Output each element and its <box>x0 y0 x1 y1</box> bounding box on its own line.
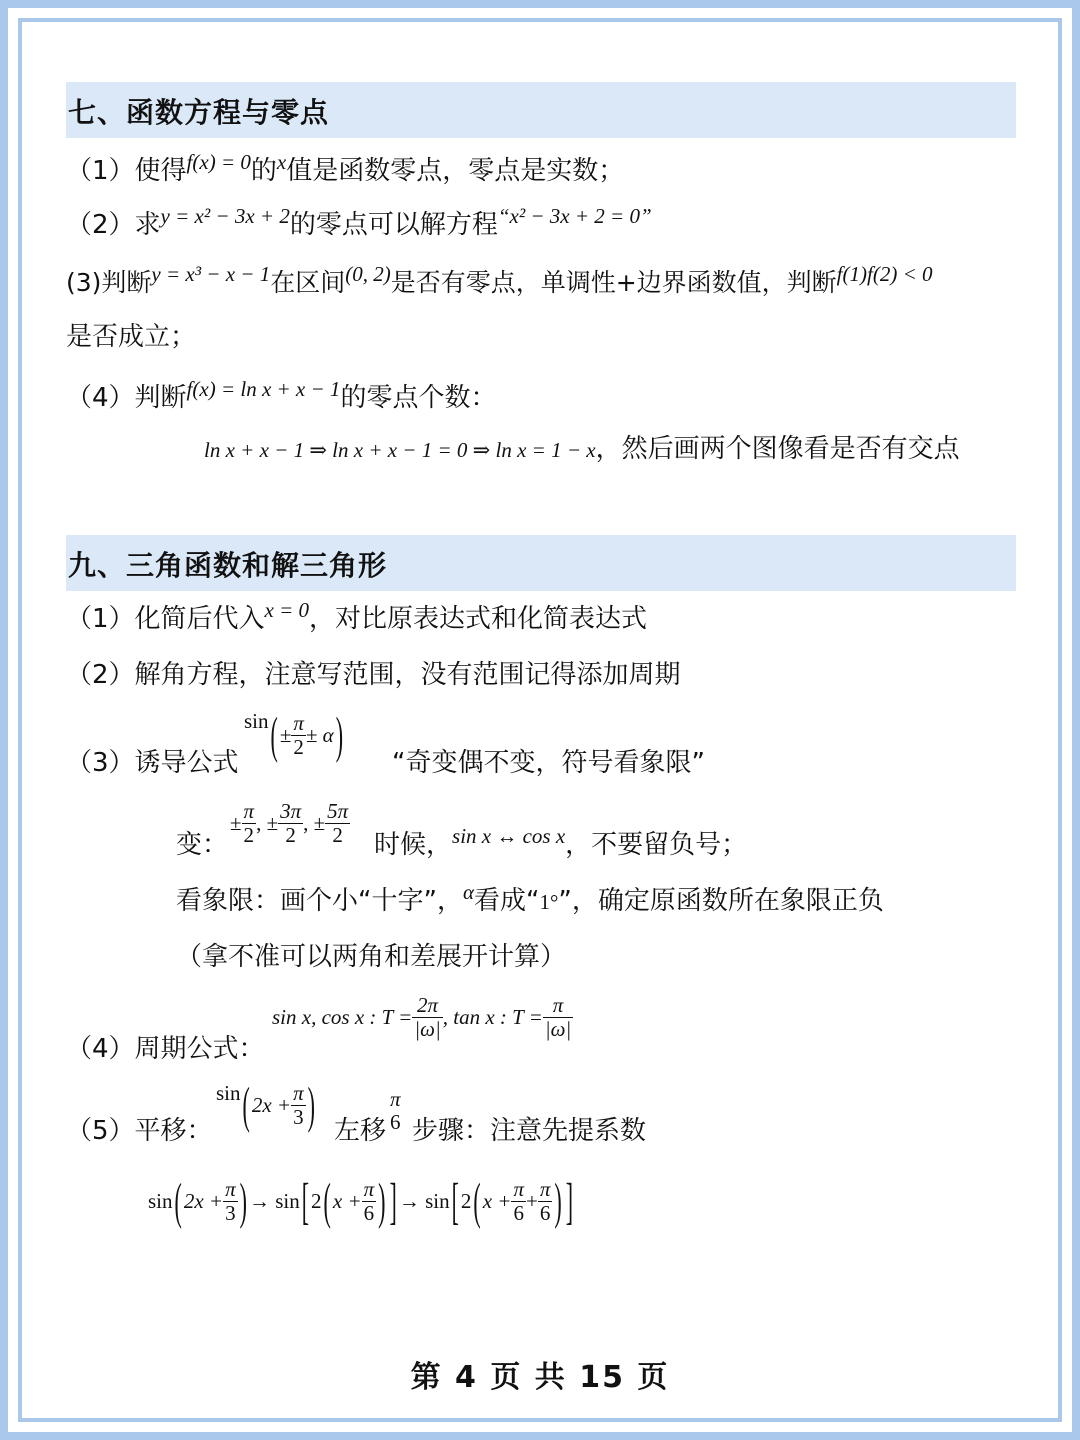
formula: y = x² − 3x + 2 <box>160 204 290 228</box>
s9-line-4 <box>176 832 228 858</box>
formula: ln x + x − 1 ⇒ ln x + x − 1 = 0 ⇒ ln x = 1 − x <box>204 438 596 462</box>
s9-line-3-rule <box>392 750 705 776</box>
bracket: ] <box>565 1171 574 1230</box>
formula: x + <box>332 1189 362 1214</box>
formula: f(x) = 0 <box>186 150 251 174</box>
formula: 1° <box>539 890 559 914</box>
formula: sin x, cos x : T = <box>272 1005 413 1030</box>
denominator: 6 <box>390 1110 401 1135</box>
paren: ) <box>307 1075 315 1134</box>
formula: ± α <box>305 723 334 748</box>
fraction <box>291 1082 306 1129</box>
formula: , ± <box>256 811 279 836</box>
s7-line-5 <box>204 436 960 462</box>
text: 看成“ <box>473 886 540 916</box>
paren: ( <box>270 705 278 764</box>
formula: 2 <box>311 1189 322 1214</box>
fraction <box>388 1088 403 1134</box>
denominator: 2 <box>285 823 296 848</box>
shift-formula <box>216 1075 317 1134</box>
text: 的零点个数： <box>340 383 497 413</box>
formula: x <box>276 150 287 174</box>
text: （2）求 <box>66 210 161 240</box>
denominator: 3 <box>225 1201 236 1226</box>
text: （5）平移： <box>66 1116 213 1146</box>
fraction <box>538 1178 553 1225</box>
paren: ) <box>554 1171 562 1230</box>
fraction <box>278 800 303 847</box>
formula: (0, 2) <box>345 262 391 286</box>
angle-list <box>230 800 350 847</box>
numerator: 2π <box>412 994 442 1018</box>
fraction <box>291 712 306 759</box>
s7-line-1 <box>66 150 625 186</box>
formula: x = 0 <box>264 598 310 622</box>
text: 在区间 <box>270 268 346 297</box>
text: 的 <box>250 156 277 186</box>
fraction <box>223 1178 238 1225</box>
fraction <box>362 1178 377 1225</box>
formula: sin <box>244 709 269 734</box>
formula: , ± <box>303 811 326 836</box>
fraction <box>242 800 257 847</box>
formula: ± <box>230 811 242 836</box>
numerator: π <box>513 1177 525 1201</box>
numerator: π <box>225 1177 236 1201</box>
numerator: 3π <box>280 799 302 823</box>
formula: sin <box>148 1189 173 1214</box>
text: 的零点可以解方程 <box>289 210 498 240</box>
numerator: π <box>293 711 304 735</box>
denominator: 2 <box>243 823 255 848</box>
paren: ( <box>242 1075 250 1134</box>
text: （拿不准可以两角和差展开计算） <box>176 942 567 972</box>
s7-line-2 <box>66 204 652 240</box>
text: 左移 <box>334 1116 387 1146</box>
denominator: |ω| <box>414 1017 441 1042</box>
s9-line-8-mid <box>334 1118 386 1144</box>
text: “奇变偶不变，符号看象限” <box>392 748 705 778</box>
numerator: π <box>363 1177 375 1201</box>
formula: ± <box>279 723 292 748</box>
text: 变： <box>176 830 229 860</box>
text: （2）解角方程，注意写范围，没有范围记得添加周期 <box>66 660 681 690</box>
formula: 2x + <box>251 1093 292 1118</box>
s9-line-8-rest <box>412 1118 646 1144</box>
numerator: π <box>243 799 255 823</box>
numerator: π <box>539 1177 551 1201</box>
denominator: 2 <box>293 735 304 760</box>
shift-chain <box>148 1171 575 1230</box>
formula: f(1)f(2) < 0 <box>836 262 933 286</box>
paren: ( <box>174 1171 182 1230</box>
bracket: [ <box>301 1171 310 1230</box>
formula: y = x³ − x − 1 <box>151 262 271 286</box>
paren: ( <box>323 1171 331 1230</box>
section-heading: 七、函数方程与零点 <box>68 96 330 129</box>
denominator: |ω| <box>544 1017 572 1042</box>
shift-amount <box>388 1088 403 1134</box>
text: ，不要留负号； <box>565 830 748 860</box>
s9-line-8 <box>66 1118 213 1144</box>
fraction <box>511 1178 526 1225</box>
text: 是否有零点，单调性+边界函数值，判断 <box>390 268 837 297</box>
formula: “x² − 3x + 2 = 0” <box>497 204 652 228</box>
denominator: 6 <box>539 1201 551 1226</box>
text: （1）使得 <box>66 156 187 186</box>
formula: 2 <box>460 1189 472 1214</box>
denominator: 6 <box>513 1201 524 1226</box>
paren: ) <box>378 1171 386 1230</box>
text: （4）周期公式： <box>66 1034 265 1064</box>
formula: sin <box>216 1081 241 1106</box>
formula: α <box>462 880 474 904</box>
formula: → sin <box>248 1189 300 1214</box>
paren: ) <box>239 1171 247 1230</box>
s9-line-3 <box>66 750 239 776</box>
s9-line-1 <box>66 598 648 634</box>
text: （3）诱导公式 <box>66 748 239 778</box>
section-heading-bar <box>66 535 1016 591</box>
fraction <box>543 994 573 1041</box>
formula: 2x + <box>183 1189 224 1214</box>
text: （4）判断 <box>66 383 187 413</box>
text: 步骤：注意先提系数 <box>412 1116 647 1146</box>
denominator: 2 <box>332 823 343 848</box>
induction-formula <box>244 705 345 772</box>
formula: sin x ↔ cos x <box>452 824 566 848</box>
denominator: 3 <box>293 1105 304 1130</box>
s7-line-3-cont <box>66 324 196 350</box>
page-footer: 第 4 页 共 15 页 <box>410 1360 670 1395</box>
s7-line-3 <box>66 262 933 297</box>
s9-line-2 <box>66 662 681 688</box>
text: (3)判断 <box>66 268 152 297</box>
text: ，对比原表达式和化简表达式 <box>309 604 648 634</box>
section-heading-bar <box>66 82 1016 138</box>
text: （1）化简后代入 <box>66 604 265 634</box>
text: ，然后画两个图像看是否有交点 <box>595 434 960 464</box>
paren: ) <box>335 705 344 764</box>
numerator: π <box>543 994 573 1018</box>
formula: + <box>526 1189 538 1214</box>
numerator: π <box>293 1081 304 1105</box>
text: ”，确定原函数所在象限正负 <box>558 886 884 916</box>
s9-line-4-rest <box>374 824 748 860</box>
numerator: π <box>390 1087 401 1111</box>
period-formula <box>272 994 573 1041</box>
fraction <box>325 800 350 847</box>
s7-line-4 <box>66 377 497 413</box>
text: 时候， <box>374 830 453 860</box>
text: 看象限：画个小“十字”， <box>176 886 463 916</box>
paren: ( <box>473 1171 481 1230</box>
denominator: 6 <box>363 1201 375 1226</box>
s9-line-7 <box>66 1036 265 1062</box>
s9-line-6 <box>176 944 566 970</box>
formula: , tan x : T = <box>442 1005 543 1030</box>
bracket: ] <box>389 1171 397 1230</box>
formula: f(x) = ln x + x − 1 <box>186 377 341 401</box>
s9-line-5 <box>176 880 884 916</box>
bracket: [ <box>451 1171 459 1230</box>
section-heading: 九、三角函数和解三角形 <box>68 549 388 582</box>
formula: → sin <box>398 1189 450 1214</box>
text: 是否成立； <box>66 322 197 352</box>
fraction <box>412 994 442 1041</box>
formula: x + <box>482 1189 512 1214</box>
numerator: 5π <box>327 799 349 823</box>
text: 值是函数零点，零点是实数； <box>286 156 625 186</box>
